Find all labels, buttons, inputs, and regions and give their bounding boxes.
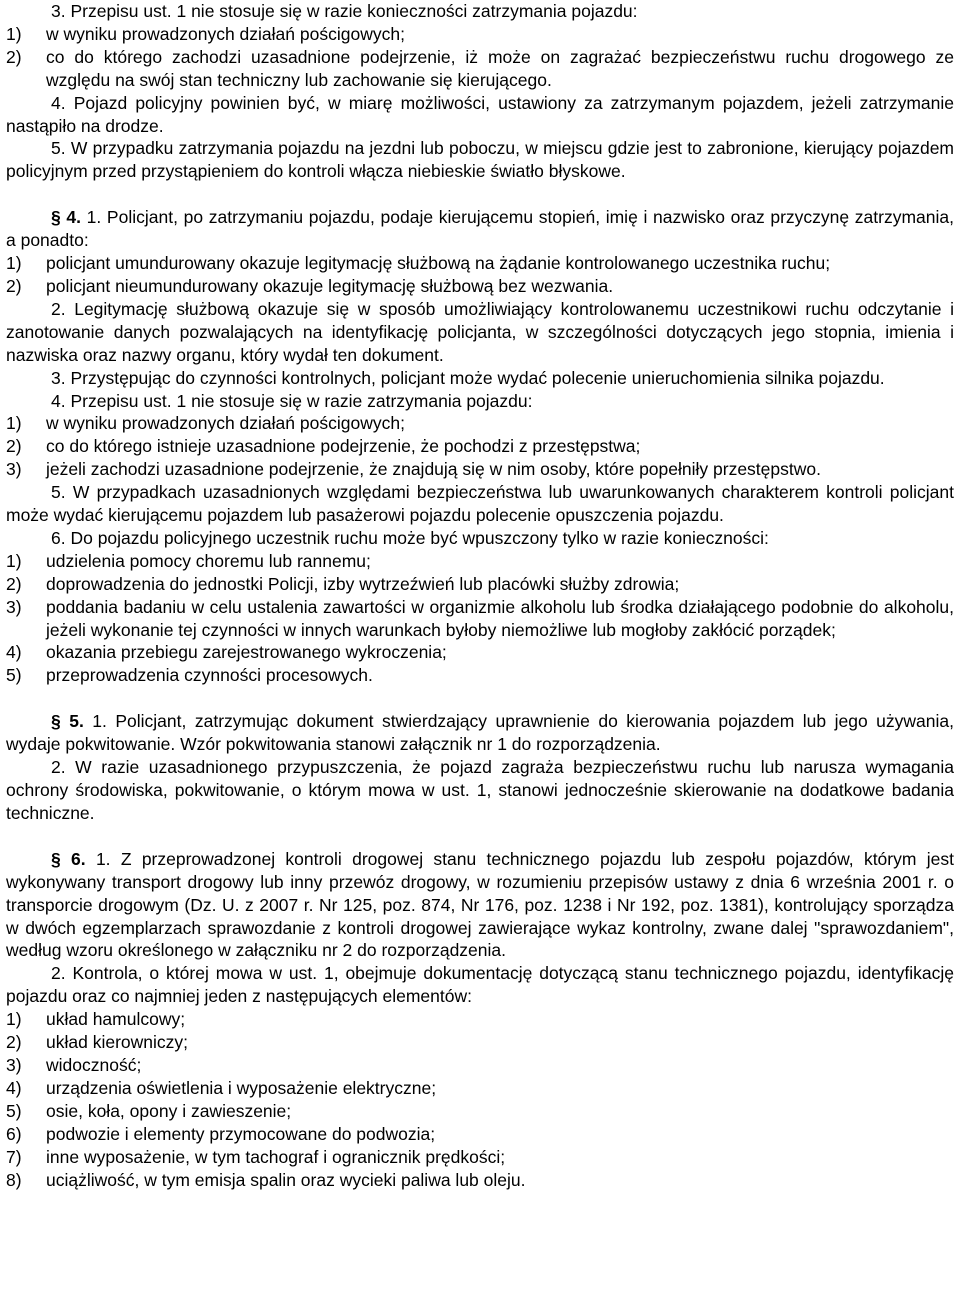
list-item: 1) policjant umundurowany okazuje legitymację służbową na żądanie kontrolowanego uczestnika ruchu;: [6, 253, 831, 274]
paragraph-s4-ust6: 6. Do pojazdu policyjnego uczestnik ruchu może być wpuszczony tylko w razie konieczności:: [51, 527, 769, 548]
paragraph-s6-ust1: § 6. 1. Z przeprowadzonej kontroli drogowej stanu technicznego pojazdu lub zespołu pojazdów, którym jest wykonywany transport drogowy lub inny przewóz drogowy, w rozumieniu przepisów ustawy z dnia 6 września 2001 r. o transporcie drogowym (Dz. U. z 2007 r. Nr 125, poz. 874, Nr 176, poz. 1238 i Nr 192, poz. 1381), kontrolujący sporządza w dwóch egzemplarzach sprawozdanie z kontroli drogowej zawierające wykaz kontrolny, zwane dalej "sprawozdaniem", według wzoru określonego w załączniku nr 2 do rozporządzenia.: [6, 848, 954, 961]
list-item: 6) podwozie i elementy przymocowane do podwozia;: [6, 1123, 436, 1144]
paragraph-s4-ust5: 5. W przypadkach uzasadnionych względami bezpieczeństwa lub uwarunkowanych charakterem kontroli policjant może wydać kierującemu pojazdem lub pasażerowi pojazdu polecenie opuszczenia pojazdu.: [6, 482, 954, 526]
list-item: 2) doprowadzenia do jednostki Policji, izby wytrzeźwień lub placówki służby zdrowia;: [6, 573, 680, 594]
list-item: 7) inne wyposażenie, w tym tachograf i ogranicznik prędkości;: [6, 1146, 506, 1167]
list-item: 3) widoczność;: [6, 1054, 142, 1075]
paragraph-s3-ust4: 4. Pojazd policyjny powinien być, w miarę możliwości, ustawiony za zatrzymanym pojazdem, jeżeli zatrzymanie nastąpiło na drodze.: [6, 92, 954, 136]
paragraph-s3-ust3: 3. Przepisu ust. 1 nie stosuje się w razie konieczności zatrzymania pojazdu:: [51, 1, 638, 21]
list-item: 2) co do którego zachodzi uzasadnione podejrzenie, iż może on zagrażać bezpieczeństwu ruchu drogowego ze względu na swój stan techniczny lub zachowanie się kierującego.: [6, 46, 954, 90]
list-item: 1) w wyniku prowadzonych działań pościgowych;: [6, 413, 405, 434]
paragraph-s6-ust2: 2. Kontrola, o której mowa w ust. 1, obejmuje dokumentację dotyczącą stanu technicznego pojazdu, identyfikację pojazdu oraz co najmniej jeden z następujących elementów:: [6, 963, 954, 1007]
list-item: 8) uciążliwość, w tym emisja spalin oraz wycieki paliwa lub oleju.: [6, 1169, 526, 1190]
section-mark: § 4.: [51, 207, 81, 228]
list-item: 5) osie, koła, opony i zawieszenie;: [6, 1100, 292, 1121]
paragraph-s5-ust1: § 5. 1. Policjant, zatrzymując dokument stwierdzający uprawnienie do kierowania pojazdem lub jego używania, wydaje pokwitowanie. Wzór pokwitowania stanowi załącznik nr 1 do rozporządzenia.: [6, 711, 954, 755]
list-item: 4) urządzenia oświetlenia i wyposażenie elektryczne;: [6, 1077, 437, 1098]
list-item: 2) policjant nieumundurowany okazuje legitymację służbową bez wezwania.: [6, 275, 614, 296]
list-item: 3) poddania badaniu w celu ustalenia zawartości w organizmie alkoholu lub środka działającego podobnie do alkoholu, jeżeli wykonanie tej czynności w innych warunkach byłoby niemożliwe lub mogłoby zakłócić porządek;: [6, 596, 954, 640]
list-item: 1) układ hamulcowy;: [6, 1009, 186, 1030]
list-item: 1) udzielenia pomocy choremu lub rannemu;: [6, 550, 371, 571]
paragraph-s4-ust1: § 4. 1. Policjant, po zatrzymaniu pojazdu, podaje kierującemu stopień, imię i nazwisko oraz przyczynę zatrzymania, a ponadto:: [6, 207, 954, 251]
list-item: 1) w wyniku prowadzonych działań pościgowych;: [6, 23, 405, 44]
paragraph-s5-ust2: 2. W razie uzasadnionego przypuszczenia, że pojazd zagraża bezpieczeństwu ruchu lub narusza wymagania ochrony środowiska, pokwitowanie, o którym mowa w ust. 1, stanowi jednocześnie skierowanie na dodatkowe badania techniczne.: [6, 757, 954, 823]
list-item: 4) okazania przebiegu zarejestrowanego wykroczenia;: [6, 642, 447, 663]
paragraph-s4-ust3: 3. Przystępując do czynności kontrolnych, policjant może wydać polecenie unieruchomienia silnika pojazdu.: [51, 367, 885, 388]
section-mark: § 5.: [51, 711, 84, 732]
list-item: 5) przeprowadzenia czynności procesowych.: [6, 665, 373, 686]
section-mark: § 6.: [51, 848, 86, 869]
paragraph-s4-ust4: 4. Przepisu ust. 1 nie stosuje się w razie zatrzymania pojazdu:: [51, 390, 533, 411]
list-item: 2) układ kierowniczy;: [6, 1032, 188, 1053]
paragraph-s3-ust5: 5. W przypadku zatrzymania pojazdu na jezdni lub poboczu, w miejscu gdzie jest to zabronione, kierujący pojazdem policyjnym przed przystąpieniem do kontroli włącza niebieskie światło błyskowe.: [6, 138, 954, 182]
list-item: 3) jeżeli zachodzi uzasadnione podejrzenie, że znajdują się w nim osoby, które popełniły przestępstwo.: [6, 459, 821, 480]
list-item: 2) co do którego istnieje uzasadnione podejrzenie, że pochodzi z przestępstwa;: [6, 436, 641, 457]
paragraph-s4-ust2: 2. Legitymację służbową okazuje się w sposób umożliwiający kontrolowanemu uczestnikowi ruchu odczytanie i zanotowanie danych pozwalających na identyfikację policjanta, w szczególności dotyczących jego stopnia, imienia i nazwiska oraz nazwy organu, który wydał ten dokument.: [6, 298, 954, 365]
